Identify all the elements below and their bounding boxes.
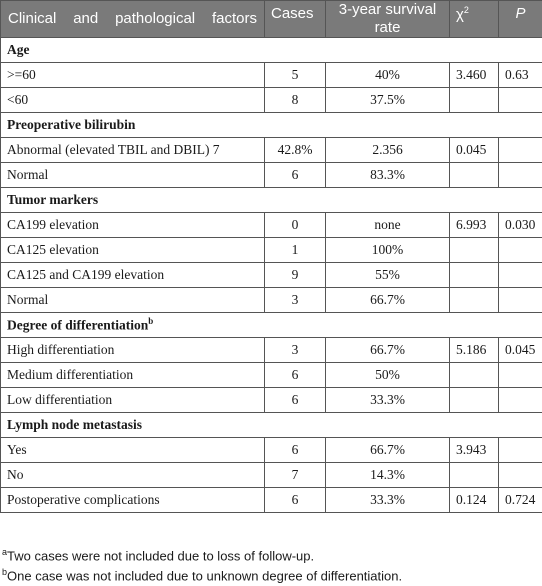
row-p xyxy=(499,388,542,413)
row-chi xyxy=(450,363,499,388)
row-chi: 3.943 xyxy=(450,438,499,463)
row-p: 0.030 xyxy=(499,213,542,238)
row-cases: 6 xyxy=(265,388,326,413)
row-chi: 0.045 xyxy=(450,138,499,163)
row-rate: 100% xyxy=(326,238,450,263)
section-lymph-node: Lymph node metastasis xyxy=(1,413,542,438)
section-row xyxy=(1,313,542,338)
row-label: Yes xyxy=(1,438,265,463)
row-label: Medium differentiation xyxy=(1,363,265,388)
row-chi xyxy=(450,288,499,313)
row-label: CA199 elevation xyxy=(1,213,265,238)
row-rate: 2.356 xyxy=(326,138,450,163)
footnote-a-text: Two cases were not included due to loss of follow-up. xyxy=(7,548,314,563)
row-cases: 6 xyxy=(265,163,326,188)
row-p: 0.045 xyxy=(499,338,542,363)
row-p xyxy=(499,288,542,313)
row-cases: 6 xyxy=(265,488,326,513)
table-row xyxy=(1,138,542,163)
row-label: Abnormal (elevated TBIL and DBIL) 7 xyxy=(1,138,265,163)
row-p xyxy=(499,438,542,463)
row-cases: 6 xyxy=(265,363,326,388)
row-p: 0.724 xyxy=(499,488,542,513)
row-rate: 33.3% xyxy=(326,388,450,413)
header-chi-square xyxy=(450,1,499,38)
row-label: Normal xyxy=(1,163,265,188)
footnote-b-text: One case was not included due to unknown degree of differentiation. xyxy=(7,568,402,583)
row-chi: 6.993 xyxy=(450,213,499,238)
footnote-a xyxy=(2,542,402,562)
row-p xyxy=(499,263,542,288)
table-row xyxy=(1,338,542,363)
row-rate: 66.7% xyxy=(326,288,450,313)
row-rate: 40% xyxy=(326,63,450,88)
row-label: >=60 xyxy=(1,63,265,88)
table-footnotes xyxy=(2,542,402,582)
row-label: Postoperative complications xyxy=(1,488,265,513)
row-rate: 37.5% xyxy=(326,88,450,113)
row-cases: 3 xyxy=(265,338,326,363)
row-cases: 7 xyxy=(265,463,326,488)
table-row xyxy=(1,88,542,113)
row-rate: 50% xyxy=(326,363,450,388)
row-rate: none xyxy=(326,213,450,238)
table-row xyxy=(1,388,542,413)
row-p xyxy=(499,238,542,263)
section-row xyxy=(1,188,542,213)
row-cases: 3 xyxy=(265,288,326,313)
header-row xyxy=(1,1,542,38)
row-chi xyxy=(450,388,499,413)
row-chi: 3.460 xyxy=(450,63,499,88)
row-label: CA125 elevation xyxy=(1,238,265,263)
footnote-b xyxy=(2,562,402,582)
section-row xyxy=(1,113,542,138)
footnote-b-marker: b xyxy=(2,567,7,577)
table-row xyxy=(1,163,542,188)
header-survival: 3-year survival rate xyxy=(326,1,450,38)
row-cases: 5 xyxy=(265,63,326,88)
row-chi xyxy=(450,263,499,288)
row-p xyxy=(499,163,542,188)
section-differentiation-label: Degree of differentiation xyxy=(7,318,148,333)
row-cases: 8 xyxy=(265,88,326,113)
row-label: No xyxy=(1,463,265,488)
row-p xyxy=(499,88,542,113)
row-p: 0.63 xyxy=(499,63,542,88)
row-chi: 5.186 xyxy=(450,338,499,363)
row-label: Normal xyxy=(1,288,265,313)
section-row xyxy=(1,413,542,438)
table-row xyxy=(1,263,542,288)
table-row xyxy=(1,288,542,313)
row-cases: 0 xyxy=(265,213,326,238)
row-label: Low differentiation xyxy=(1,388,265,413)
section-differentiation xyxy=(1,313,542,338)
table-row xyxy=(1,438,542,463)
chi-superscript: 2 xyxy=(464,5,469,15)
section-age: Age xyxy=(1,38,542,63)
row-cases: 1 xyxy=(265,238,326,263)
row-rate: 33.3% xyxy=(326,488,450,513)
row-chi: 0.124 xyxy=(450,488,499,513)
section-row xyxy=(1,38,542,63)
row-rate: 66.7% xyxy=(326,338,450,363)
section-bilirubin: Preoperative bilirubin xyxy=(1,113,542,138)
table-row xyxy=(1,238,542,263)
row-chi xyxy=(450,238,499,263)
row-cases: 9 xyxy=(265,263,326,288)
chi-symbol: χ xyxy=(456,6,464,23)
table-row xyxy=(1,63,542,88)
row-label: High differentiation xyxy=(1,338,265,363)
table-row xyxy=(1,213,542,238)
row-chi xyxy=(450,163,499,188)
row-chi xyxy=(450,463,499,488)
row-p xyxy=(499,138,542,163)
row-p xyxy=(499,363,542,388)
row-p xyxy=(499,463,542,488)
row-cases: 42.8% xyxy=(265,138,326,163)
table-row xyxy=(1,488,542,513)
row-rate: 83.3% xyxy=(326,163,450,188)
row-rate: 66.7% xyxy=(326,438,450,463)
row-label: <60 xyxy=(1,88,265,113)
row-rate: 14.3% xyxy=(326,463,450,488)
row-rate: 55% xyxy=(326,263,450,288)
footnote-marker-b: b xyxy=(148,316,153,326)
section-tumor-markers: Tumor markers xyxy=(1,188,542,213)
table-row xyxy=(1,363,542,388)
footnote-a-marker: a xyxy=(2,547,7,557)
row-chi xyxy=(450,88,499,113)
row-label: CA125 and CA199 elevation xyxy=(1,263,265,288)
row-cases: 6 xyxy=(265,438,326,463)
header-cases: Cases xyxy=(265,1,326,38)
header-factors: Clinical and pathological factors xyxy=(1,1,265,38)
table-row xyxy=(1,463,542,488)
header-p-value: P xyxy=(499,1,542,38)
